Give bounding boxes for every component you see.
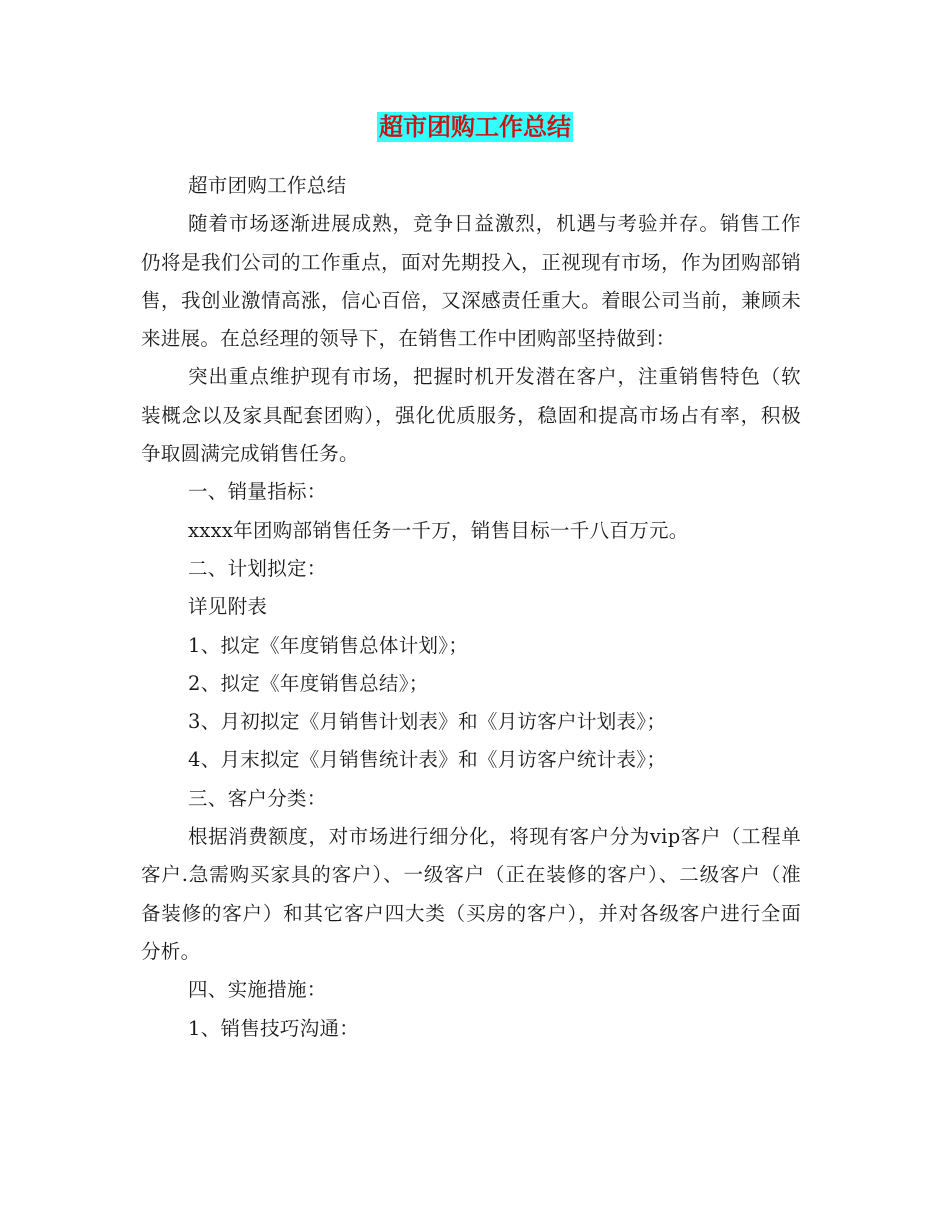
heading-measures: 四、实施措施：: [188, 978, 327, 1002]
list-item-plan-2: 2、拟定《年度销售总结》；: [188, 671, 429, 695]
paragraph-customer-category: 根据消费额度，对市场进行细分化，将现有客户分为vip客户（工程单客户.急需购买家具的客户）、一级客户（正在装修的客户）、二级客户（准备装修的客户）和其它客户四大类（买房的客户），并对各级客户进行全面分析。: [141, 825, 801, 963]
paragraph-focus: 突出重点维护现有市场，把握时机开发潜在客户，注重销售特色（软装概念以及家具配套团购），强化优质服务，稳固和提高市场占有率，积极争取圆满完成销售任务。: [141, 365, 801, 466]
list-item-measure-1: 1、销售技巧沟通：: [188, 1016, 360, 1040]
document-title: 超市团购工作总结: [379, 113, 571, 141]
paragraph-subtitle: 超市团购工作总结: [188, 174, 347, 197]
list-item-plan-3: 3、月初拟定《月销售计划表》和《月访客户计划表》；: [188, 710, 667, 734]
heading-customer-category: 三、客户分类：: [188, 786, 327, 810]
list-item-plan-4: 4、月末拟定《月销售统计表》和《月访客户统计表》；: [188, 748, 667, 772]
heading-plan: 二、计划拟定：: [188, 556, 327, 580]
paragraph-see-attachment: 详见附表: [188, 595, 268, 619]
heading-sales-target: 一、销量指标：: [188, 480, 327, 504]
document-body: [141, 167, 801, 1048]
title-container: [0, 112, 950, 142]
paragraph-sales-target: xxxx年团购部销售任务一千万，销售目标一千八百万元。: [188, 518, 689, 542]
list-item-plan-1: 1、拟定《年度销售总体计划》；: [188, 633, 469, 657]
paragraph-intro: 随着市场逐渐进展成熟，竞争日益激烈，机遇与考验并存。销售工作仍将是我们公司的工作重点，面对先期投入，正视现有市场，作为团购部销售，我创业激情高涨，信心百倍，又深感责任重大。着眼公司当前，兼顾未来进展。在总经理的领导下，在销售工作中团购部坚持做到：: [141, 212, 801, 351]
